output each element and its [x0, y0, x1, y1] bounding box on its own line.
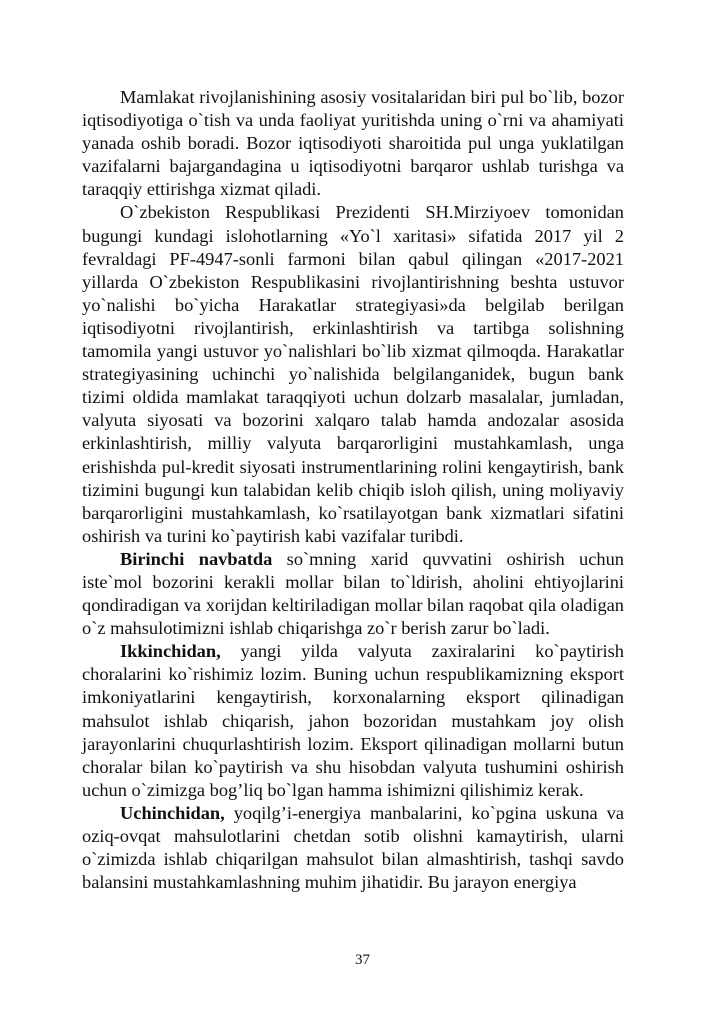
paragraph-second: [82, 640, 624, 802]
page-number: 37: [355, 952, 370, 968]
paragraph-intro: [82, 86, 624, 201]
paragraph-text: so`mning xarid quvvatini oshirish uchun iste`mol bozorini kerakli mollar bilan to`ldirish, aholini ehtiyojlarini qondiradigan va xorijdan keltiriladigan mollar bilan raqobat qila oladigan o`z mahsulotimizni ishlab chiqarishga zo`r berish zarur bo`ladi.: [82, 548, 624, 639]
paragraph-text: yangi yilda valyuta zaxiralarini ko`paytirish choralarini ko`rishimiz lozim. Buning uchun respublikamizning eksport imkoniyatlarini kengaytirish, korxonalarning eksport qilinadigan mahsulot ishlab chiqarish, jahon bozoridan mustahkam joy olish jarayonlarini chuqurlashtirish lozim. Eksport qilinadigan mollarni butun choralar bilan ko`paytirish va shu hisobdan valyuta tushumini oshirish uchun o`zimizga bog’liq bo`lgan hamma ishimizni qilishimiz kerak.: [82, 641, 624, 800]
paragraph-lead: Ikkinchidan,: [120, 641, 221, 662]
paragraph-first: [82, 548, 624, 640]
paragraph-text: yoqilg’i-energiya manbalarini, ko`pgina uskuna va oziq-ovqat mahsulotlarini chetdan sotib olishni kamaytirish, ularni o`zimizda ishlab chiqarilgan mahsulot bilan almashtirish, tashqi savdo balansini mustahkamlashning muhim jihatidir. Bu jarayon energiya: [82, 802, 624, 893]
paragraph-text: O`zbekiston Respublikasi Prezidenti SH.Mirziyoev tomonidan bugungi kundagi islohotlarning «Yo`l xaritasi» sifatida 2017 yil 2 fevraldagi PF-4947-sonli farmoni bilan qabul qilingan «2017-2021 yillarda O`zbekiston Respublikasini rivojlantirishning beshta ustuvor yo`nalishi bo`yicha Harakatlar strategiyasi»da belgilab berilgan iqtisodiyotni rivojlantirish, erkinlashtirish va tartibga solishning tamomila yangi ustuvor yo`nalishlari bo`lib xizmat qilmoqda. Harakatlar strategiyasining uchinchi yo`nalishida belgilanganidek, bugun bank tizimi oldida mamlakat taraqqiyoti uchun dolzarb masalalar, jumladan, valyuta siyosati va bozorini xalqaro talab hamda andozalar asosida erkinlashtirish, milliy valyuta barqarorligini mustahkamlash, unga erishishda pul-kredit siyosati instrumentlarining rolini kengaytirish, bank tizimini bugungi kun talabidan kelib chiqib isloh qilish, uning moliyaviy barqarorligini mustahkamlash, ko`rsatilayotgan bank xizmatlari sifatini oshirish va turini ko`paytirish kabi vazifalar turibdi.: [82, 202, 624, 546]
paragraph-lead: Birinchi navbatda: [120, 548, 273, 569]
text-body: [82, 86, 624, 894]
paragraph-lead: Uchinchidan,: [120, 802, 225, 823]
paragraph-third: [82, 802, 624, 894]
paragraph-strategy: [82, 201, 624, 547]
paragraph-text: Mamlakat rivojlanishining asosiy vositalaridan biri pul bo`lib, bozor iqtisodiyotiga o`tish va unda faoliyat yuritishda uning o`rni va ahamiyati yanada oshib boradi. Bozor iqtisodiyoti sharoitida pul unga yuklatilgan vazifalarni bajargandagina u iqtisodiyotni barqaror ushlab turishga va taraqqiy ettirishga xizmat qiladi.: [82, 87, 624, 200]
